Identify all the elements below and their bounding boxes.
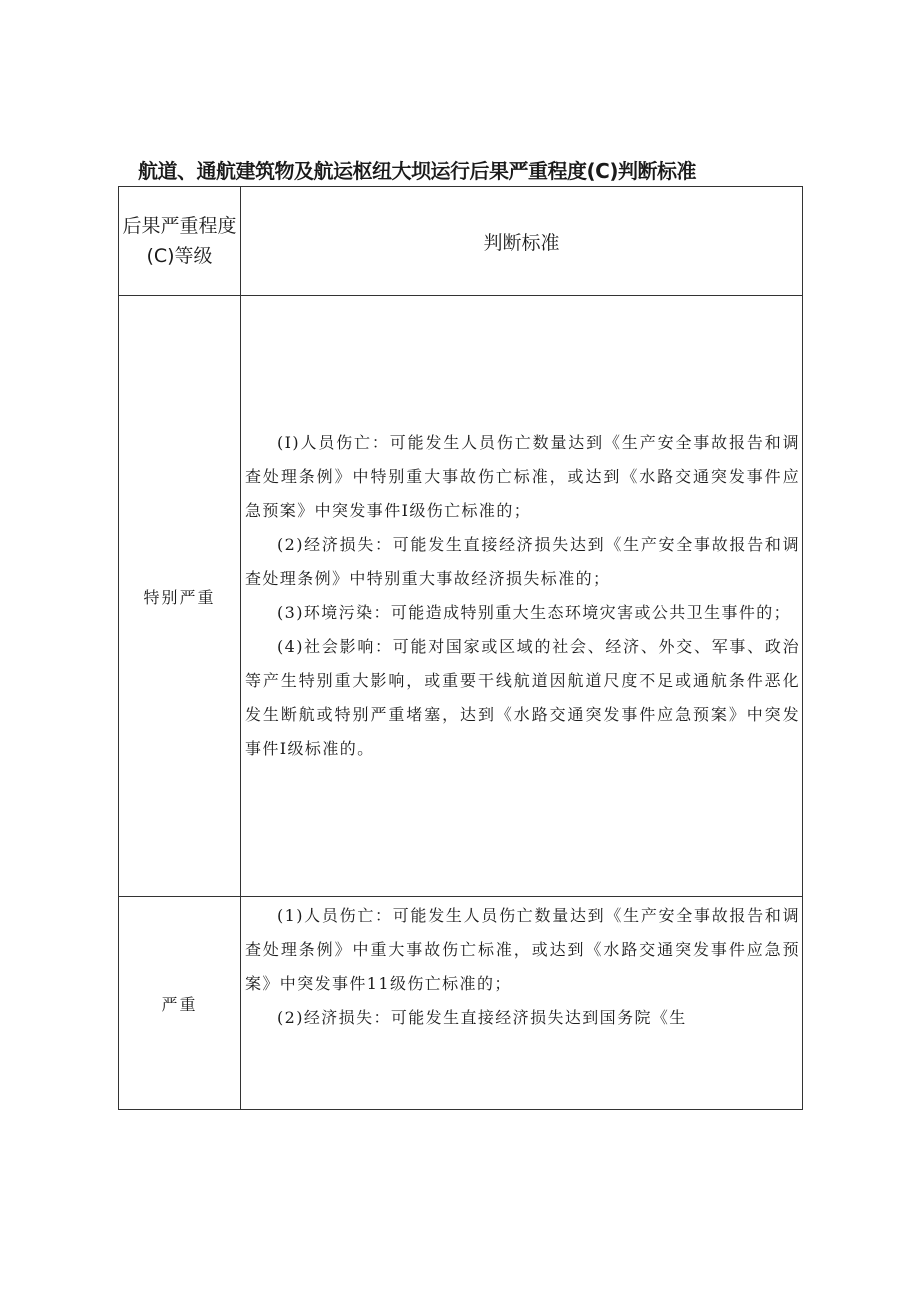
table-header-row xyxy=(119,187,803,296)
severity-level-cell: 特别严重 xyxy=(119,296,241,897)
document-title: 航道、通航建筑物及航运枢纽大坝运行后果严重程度(C)判断标准 xyxy=(138,159,696,183)
criteria-paragraph: (4)社会影响：可能对国家或区域的社会、经济、外交、军事、政治等产生特别重大影响，或重要干线航道因航道尺度不足或通航条件恶化发生断航或特别严重堵塞，达到《水路交通突发事件应急预案》中突发事件Ⅰ级标准的。 xyxy=(245,637,800,758)
header-severity-level: 后果严重程度(C)等级 xyxy=(119,187,241,296)
criteria-cell xyxy=(241,897,803,1110)
severity-criteria-table xyxy=(118,186,803,1110)
table-row xyxy=(119,897,803,1110)
severity-level-cell: 严重 xyxy=(119,897,241,1110)
criteria-paragraph: (2)经济损失：可能发生直接经济损失达到《生产安全事故报告和调查处理条例》中特别重大事故经济损失标准的； xyxy=(245,535,800,588)
table-row xyxy=(119,296,803,897)
criteria-paragraph: (I)人员伤亡：可能发生人员伤亡数量达到《生产安全事故报告和调查处理条例》中特别重大事故伤亡标准，或达到《水路交通突发事件应急预案》中突发事件Ⅰ级伤亡标准的； xyxy=(245,433,800,520)
criteria-paragraph: (2)经济损失：可能发生直接经济损失达到国务院《生 xyxy=(277,1008,687,1027)
criteria-paragraph: (1)人员伤亡：可能发生人员伤亡数量达到《生产安全事故报告和调查处理条例》中重大事故伤亡标准，或达到《水路交通突发事件应急预案》中突发事件11级伤亡标准的； xyxy=(245,906,800,993)
header-judgment-criteria: 判断标准 xyxy=(241,187,803,296)
criteria-cell xyxy=(241,296,803,897)
criteria-paragraph: (3)环境污染：可能造成特别重大生态环境灾害或公共卫生事件的； xyxy=(277,603,792,622)
